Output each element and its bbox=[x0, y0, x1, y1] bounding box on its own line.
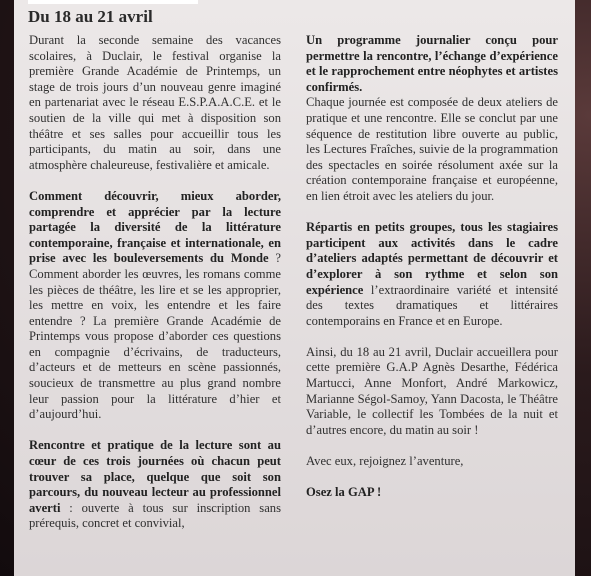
date-heading: Du 18 au 21 avril bbox=[28, 7, 153, 26]
left-paragraph-3 bbox=[29, 438, 281, 532]
left-column bbox=[29, 33, 281, 548]
left-paragraph-1: Durant la seconde semaine des vacances scolaires, à Duclair, le festival organise la première Grande Académie de Printemps, un stage de trois jours d’un nouveau genre imaginé en partenariat avec le réseau E.S.P.A.A.C.E. et le soutien de la ville qui met à disposition son théâtre et ses salles pour accueillir tous les participants, du matin au soir, dans une atmosphère chaleureuse, festivalière et amicale. bbox=[29, 33, 281, 172]
right-paragraph-1 bbox=[306, 33, 558, 205]
right-paragraph-5 bbox=[306, 485, 558, 501]
right-paragraph-1-bold: Un programme journalier conçu pour permettre la rencontre, l’échange d’expérience et le rapprochement entre néophytes et artistes confirmés. bbox=[306, 33, 558, 94]
right-column bbox=[306, 33, 558, 501]
left-paragraph-2 bbox=[29, 189, 281, 423]
right-paragraph-2 bbox=[306, 220, 558, 329]
left-paragraph-3-bold: Rencontre et pratique de la lecture sont au cœur de ces trois journées où chacun peut trouver sa place, quelque que soit son parcours, du nouveau lecteur au professionnel averti bbox=[29, 438, 281, 515]
right-paragraph-3: Ainsi, du 18 au 21 avril, Duclair accueillera pour cette première G.A.P Agnès Desarthe, Fédérica Martucci, Anne Monfort, André Markowicz, Marianne Ségol-Samoy, Yann Dacosta, le Théâtre Variable, le collectif les Tombées de la nuit et d’autres encore, du matin au soir ! bbox=[306, 344, 558, 437]
right-paragraph-1-text: Chaque journée est composée de deux ateliers de pratique et une rencontre. Elle se conclut par une séquence de restitution libre ouverte au public, les Lectures Fraîches, suivie de la programmation des spectacles en soirée résolument axée sur la création contemporaine française et européenne, en lien étroit avec les ateliers du jour. bbox=[306, 95, 558, 203]
right-paragraph-5-bold: Osez la GAP ! bbox=[306, 485, 382, 500]
left-paragraph-2-text: ? Comment aborder les œuvres, les romans comme les pièces de théâtre, les lire et se les approprier, les mettre en voix, les entendre et les faire entendre ? La première Grande Académie de Printemps vous propose d’aborder ces questions en compagnie d’écrivains, de traducteurs, d’acteurs et de metteurs en scène passionnés, soucieux de transmettre au plus grand nombre leur passion pour la littérature d’hier et d’aujourd’hui. bbox=[29, 251, 281, 422]
right-paragraph-4: Avec eux, rejoignez l’aventure, bbox=[306, 454, 464, 469]
left-paragraph-2-bold: Comment découvrir, mieux aborder, comprendre et apprécier par la lecture partagée la diversité de la littérature contemporaine, française et internationale, en prise avec les bouleversements du Monde bbox=[29, 188, 281, 266]
right-paragraph-2-bold: Répartis en petits groupes, tous les stagiaires participent aux activités dans le cadre d’ateliers adaptés permettant de découvrir et d’explorer à son rythme et selon son expérience bbox=[306, 220, 558, 297]
left-paragraph-3-text: : ouverte à tous sur inscription sans prérequis, concret et convivial, bbox=[29, 500, 281, 531]
right-paragraph-2-text: l’extraordinaire variété et intensité des textes dramatiques et littéraires contemporains en France et en Europe. bbox=[306, 282, 558, 328]
header-strip bbox=[28, 0, 198, 4]
